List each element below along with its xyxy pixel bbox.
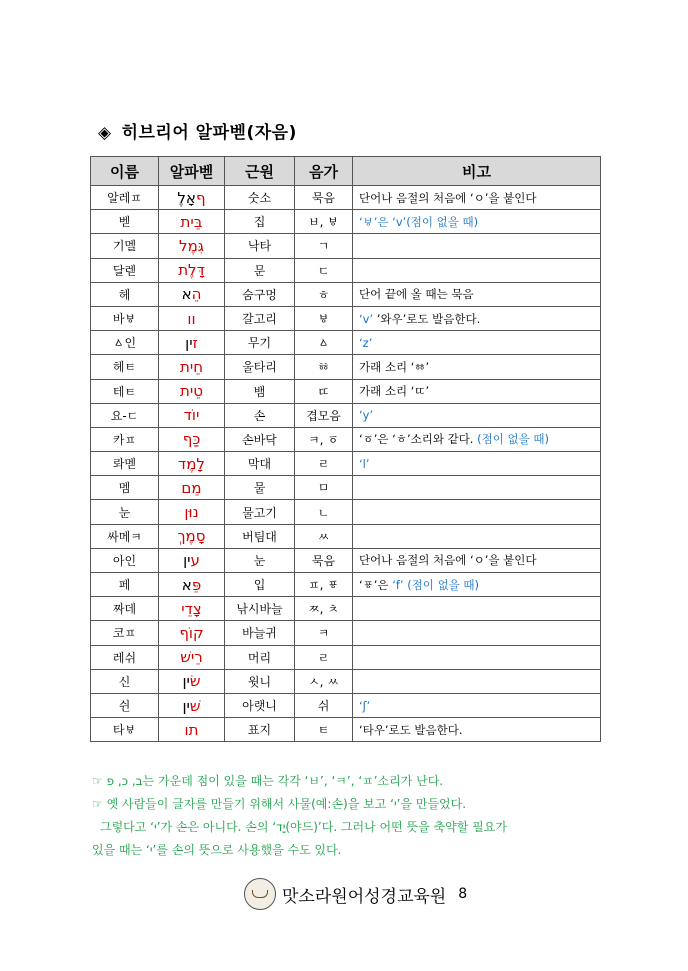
cell-sound: ㅅ, ㅆ <box>295 669 353 693</box>
cell-origin: 버팀대 <box>225 524 295 548</box>
header-origin: 근원 <box>225 157 295 186</box>
note-text: 단어나 음절의 처음에 ‘ㅇ’을 붙인다 <box>359 553 537 568</box>
letter-red: נוּן <box>184 503 199 522</box>
cell-name: 벧 <box>91 210 159 234</box>
letter-black: אָלֶ <box>177 188 196 207</box>
cell-letter <box>159 476 225 500</box>
cell-sound: ㅸ <box>295 306 353 330</box>
cell-note <box>353 669 601 693</box>
table-row <box>91 693 601 717</box>
note-blue-text: ‘z’ <box>359 335 373 350</box>
cell-origin: 물 <box>225 476 295 500</box>
header-note: 비고 <box>353 157 601 186</box>
cell-name: 아인 <box>91 548 159 572</box>
cell-sound: 쉬 <box>295 693 353 717</box>
letter-red: תו <box>184 720 199 739</box>
cell-name: 쉰 <box>91 693 159 717</box>
cell-letter <box>159 234 225 258</box>
cell-name: 알레ㅍ <box>91 186 159 210</box>
cell-note <box>353 693 601 717</box>
letter-red: בֵּית <box>180 212 203 231</box>
cell-letter <box>159 597 225 621</box>
page-footer <box>244 878 467 910</box>
footnote-line: ☞ 옛 사람들이 글자를 만들기 위해서 사물(예:손)을 보고 ‘י’을 만들었다. <box>92 797 467 811</box>
table-row <box>91 669 601 693</box>
table-row <box>91 524 601 548</box>
cell-letter <box>159 452 225 476</box>
cell-note <box>353 573 601 597</box>
cell-note <box>353 500 601 524</box>
cell-sound: 묵음 <box>295 186 353 210</box>
table-row <box>91 331 601 355</box>
cell-letter <box>159 210 225 234</box>
note-blue-text: (점이 없을 때) <box>477 432 549 447</box>
table-row <box>91 355 601 379</box>
cell-name: 페 <box>91 573 159 597</box>
cell-name: 눈 <box>91 500 159 524</box>
cell-name: 멤 <box>91 476 159 500</box>
note-text: ’와우’로도 발음한다. <box>376 311 481 326</box>
table-row <box>91 452 601 476</box>
cell-letter <box>159 718 225 742</box>
cell-name: 신 <box>91 669 159 693</box>
cell-origin: 윗니 <box>225 669 295 693</box>
cell-note <box>353 548 601 572</box>
cell-sound: 묵음 <box>295 548 353 572</box>
header-name: 이름 <box>91 157 159 186</box>
cell-origin: 문 <box>225 258 295 282</box>
letter-black: ין <box>185 333 193 352</box>
institution-logo <box>244 878 276 910</box>
cell-origin: 물고기 <box>225 500 295 524</box>
cell-origin: 집 <box>225 210 295 234</box>
table-row <box>91 645 601 669</box>
cell-origin: 눈 <box>225 548 295 572</box>
cell-letter <box>159 621 225 645</box>
letter-black: ין <box>183 551 191 570</box>
cell-sound: ㅋ <box>295 621 353 645</box>
cell-sound: ㅂ, ㅸ <box>295 210 353 234</box>
letter-red: ז <box>192 333 198 352</box>
cell-name: 짜데 <box>91 597 159 621</box>
cell-sound: ㅁ <box>295 476 353 500</box>
table-row <box>91 403 601 427</box>
cell-origin: 낚시바늘 <box>225 597 295 621</box>
footnote-line: 있을 때는 ‘י’를 손의 뜻으로 사용했을 수도 있다. <box>92 843 342 857</box>
letter-red: צָדֵי <box>181 599 202 618</box>
note-text: 단어나 음절의 처음에 ‘ㅇ’을 붙인다 <box>359 190 537 205</box>
table-row <box>91 476 601 500</box>
table-row <box>91 573 601 597</box>
letter-black: ין <box>182 696 190 715</box>
cell-letter <box>159 282 225 306</box>
letter-red: ף <box>195 188 206 207</box>
table-row <box>91 210 601 234</box>
header-alphabet: 알파벧 <box>159 157 225 186</box>
cell-name: 헤 <box>91 282 159 306</box>
letter-red: כַּף <box>182 430 201 449</box>
letter-black: א <box>181 575 192 594</box>
cell-letter <box>159 573 225 597</box>
cell-letter <box>159 548 225 572</box>
cell-sound: ㅋ, ㆆ <box>295 427 353 451</box>
letter-red: קוֹף <box>179 623 204 642</box>
table-row <box>91 186 601 210</box>
cell-name: 타ㅸ <box>91 718 159 742</box>
letter-red: יוֹד <box>183 406 200 425</box>
cell-note <box>353 524 601 548</box>
table-row <box>91 718 601 742</box>
cell-note <box>353 258 601 282</box>
cell-note <box>353 718 601 742</box>
letter-red: וו <box>187 309 196 328</box>
cell-name: 달렏 <box>91 258 159 282</box>
cell-sound: ㄷ <box>295 258 353 282</box>
note-text: ‘ㆄ’은 <box>359 577 389 592</box>
note-text: 단어 끝에 올 때는 묵음 <box>359 287 474 302</box>
letter-red: גִּמֶל <box>179 236 204 255</box>
cell-note <box>353 379 601 403</box>
cell-name: ㅿ인 <box>91 331 159 355</box>
note-text: 가래 소리 ‘ㄸ’ <box>359 384 430 399</box>
cell-letter <box>159 669 225 693</box>
cell-note <box>353 186 601 210</box>
cell-note <box>353 621 601 645</box>
cell-origin: 숫소 <box>225 186 295 210</box>
letter-red: שׁ <box>189 696 201 715</box>
cell-origin: 바늘귀 <box>225 621 295 645</box>
cell-sound: ㅌ <box>295 718 353 742</box>
cell-letter <box>159 427 225 451</box>
cell-name: 싸메ㅋ <box>91 524 159 548</box>
cell-note <box>353 403 601 427</box>
cell-origin: 울타리 <box>225 355 295 379</box>
letter-black: ין <box>182 672 190 691</box>
letter-red: שׂ <box>189 672 201 691</box>
cell-name: 코ㅍ <box>91 621 159 645</box>
cell-letter <box>159 355 225 379</box>
cell-sound: ㄴ <box>295 500 353 524</box>
cell-note <box>353 355 601 379</box>
letter-red: לָמֶד <box>178 454 205 473</box>
letter-red: סָמֶךְ <box>177 527 206 546</box>
cell-name: 바ㅸ <box>91 306 159 330</box>
table-row <box>91 282 601 306</box>
note-text: ‘ㆆ’은 ‘ㅎ’소리와 같다. <box>359 432 474 447</box>
table-row <box>91 234 601 258</box>
letter-red: חֵית <box>179 357 203 376</box>
cell-letter <box>159 379 225 403</box>
cell-letter <box>159 524 225 548</box>
cell-note <box>353 645 601 669</box>
page-title-text: 히브리어 알파벧(자음) <box>121 123 297 143</box>
cell-sound: ㅆ <box>295 524 353 548</box>
footnote-line: ☞ ב, כ, פ는 가운데 점이 있을 때는 각각 ‘ㅂ’, ‘ㅋ’, ‘ㅍ’소리가 난다. <box>92 774 444 788</box>
cell-name: 카ㅍ <box>91 427 159 451</box>
cell-origin: 뱀 <box>225 379 295 403</box>
cell-origin: 숨구멍 <box>225 282 295 306</box>
cell-sound: ㄸ <box>295 379 353 403</box>
note-blue-text: ‘ㅸ’은 ‘v’(점이 없을 때) <box>359 214 479 229</box>
table-row <box>91 621 601 645</box>
cell-note <box>353 234 601 258</box>
note-blue-text: ‘v’ <box>359 311 374 326</box>
cell-origin: 갈고리 <box>225 306 295 330</box>
cell-sound: ㅍ, ㆄ <box>295 573 353 597</box>
institution-name: 맛소라원어성경교육원 <box>282 886 447 907</box>
letter-black: א <box>181 285 192 304</box>
cell-note <box>353 331 601 355</box>
diamond-icon: ◈ <box>98 123 112 143</box>
cell-letter <box>159 306 225 330</box>
cell-origin: 입 <box>225 573 295 597</box>
cell-note <box>353 452 601 476</box>
cell-letter <box>159 403 225 427</box>
cell-origin: 손 <box>225 403 295 427</box>
alphabet-table <box>90 156 601 742</box>
letter-red: רֵישׁ <box>180 648 203 667</box>
cell-sound: ㅎ <box>295 282 353 306</box>
cell-sound: ㄱ <box>295 234 353 258</box>
cell-origin: 무기 <box>225 331 295 355</box>
cell-name: 롸멛 <box>91 452 159 476</box>
cell-origin: 손바닥 <box>225 427 295 451</box>
cell-letter <box>159 500 225 524</box>
table-body <box>91 186 601 742</box>
cell-letter <box>159 693 225 717</box>
cell-origin: 막대 <box>225 452 295 476</box>
cell-origin: 낙타 <box>225 234 295 258</box>
cell-sound: ㅉ, ㅊ <box>295 597 353 621</box>
letter-red: מֵם <box>181 478 202 497</box>
note-text: ‘타우’로도 발음한다. <box>359 722 463 737</box>
footnotes <box>92 770 612 862</box>
note-blue-text: ‘ʃ’ <box>359 698 371 713</box>
letter-red: ע <box>190 551 200 570</box>
cell-name: 요-ㄷ <box>91 403 159 427</box>
letter-red: הֵ <box>191 285 202 304</box>
cell-origin: 아랫니 <box>225 693 295 717</box>
note-blue-text: ‘f’ (점이 없을 때) <box>392 577 480 592</box>
cell-sound: ㅿ <box>295 331 353 355</box>
table-row <box>91 306 601 330</box>
cell-note <box>353 210 601 234</box>
page-number: 8 <box>458 886 468 902</box>
page-title <box>98 118 297 143</box>
footnote-line: 그렇다고 ‘י’가 손은 아니다. 손의 ‘יָד(야드)’다. 그러나 어떤 뜻을 축약할 필요가 <box>100 820 507 834</box>
cell-sound: 겹모음 <box>295 403 353 427</box>
cell-note <box>353 282 601 306</box>
cell-sound: ㄹ <box>295 452 353 476</box>
cell-sound: ㄹ <box>295 645 353 669</box>
cell-note <box>353 306 601 330</box>
table-row <box>91 500 601 524</box>
cell-origin: 표지 <box>225 718 295 742</box>
cell-note <box>353 427 601 451</box>
cell-letter <box>159 186 225 210</box>
cell-name: 레쉬 <box>91 645 159 669</box>
cell-sound: ㆅ <box>295 355 353 379</box>
table-row <box>91 427 601 451</box>
table-row <box>91 548 601 572</box>
letter-red: דָּלֶת <box>178 261 205 280</box>
cell-name: 테ㅌ <box>91 379 159 403</box>
cell-origin: 머리 <box>225 645 295 669</box>
note-blue-text: ‘l’ <box>359 456 370 471</box>
letter-red: פֵּ <box>191 575 202 594</box>
table-row <box>91 597 601 621</box>
note-text: 가래 소리 ‘ㆅ’ <box>359 359 430 374</box>
header-sound: 음가 <box>295 157 353 186</box>
table-row <box>91 258 601 282</box>
cell-note <box>353 476 601 500</box>
cell-name: 헤ㅌ <box>91 355 159 379</box>
cell-letter <box>159 258 225 282</box>
cell-letter <box>159 645 225 669</box>
cell-note <box>353 597 601 621</box>
cell-letter <box>159 331 225 355</box>
table-header-row <box>91 157 601 186</box>
note-blue-text: ‘y’ <box>359 408 374 423</box>
cell-name: 기멜 <box>91 234 159 258</box>
table-row <box>91 379 601 403</box>
letter-red: טֵית <box>180 382 203 401</box>
